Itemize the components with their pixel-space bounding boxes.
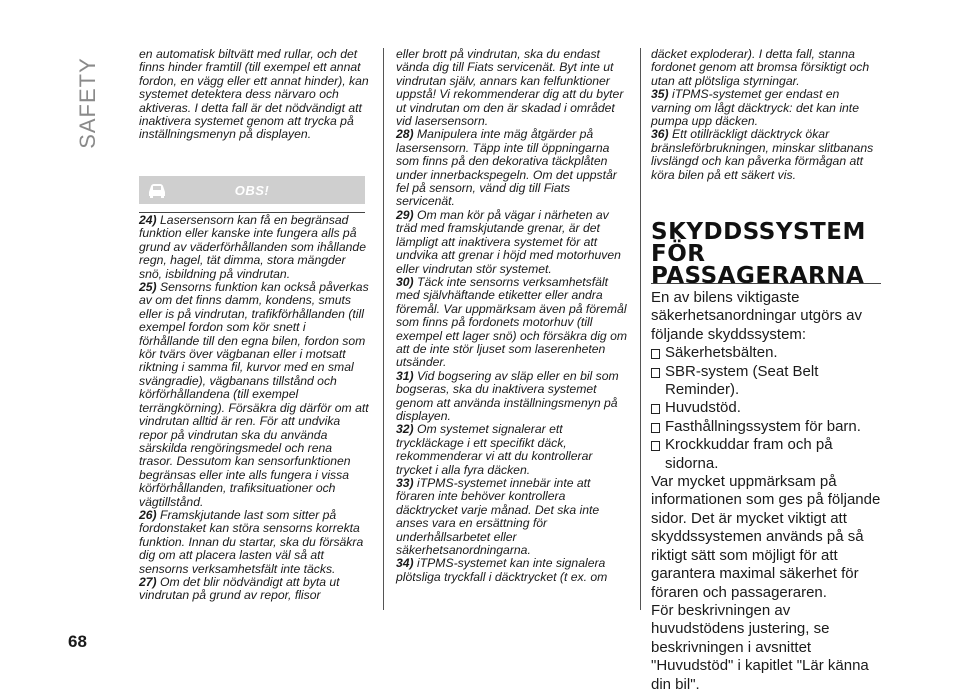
paragraph: För beskrivningen av huvudstödens justering, se beskrivningen i avsnittet "Huvudstöd" i kapitlet "Lär känna din bil". [651,601,869,693]
note: 31) Vid bogsering av släp eller en bil som bogseras, ska du inaktivera systemet genom att använda inställningsmenyn på displayen. [396,368,619,423]
list-item: Krockkuddar fram och på sidorna. [651,436,887,473]
list-item: Fasthållningssystem för barn. [651,418,887,436]
paragraph: däcket exploderar). I detta fall, stanna fordonet genom att bromsa försiktigt och utan att plötsliga styrningar. [651,47,870,88]
note: 28) Manipulera inte mäg åtgärder på lasersensorn. Täpp inte till öppningarna som finns på den dekorativa täckplåten under innerbackspegeln. Om det uppstår fel på sensorn, vänd dig till Fiats servicenät. [396,127,617,209]
divider [651,283,881,284]
list-item: Säkerhetsbälten. [651,344,887,362]
section-heading: SKYDDSSYSTEM FÖR PASSAGERARNA [651,219,866,289]
note: 29) Om man kör på vägar i närheten av träd med framskjutande grenar, är det lämpligt att inaktivera systemet för att undvika att grenar i höjd med motorhuven eller vindrutan stör systemet. [396,207,621,276]
list-item: Huvudstöd. [651,399,887,417]
note: 35) iTPMS-systemet ger endast en varning om lågt däcktryck: det kan inte pumpa upp däcken. [651,87,859,129]
lead-paragraph: En av bilens viktigaste säkerhetsanordningar utgörs av följande skyddssystem: [651,289,862,343]
notes-list [139,214,369,603]
column-1 [139,48,369,142]
note: 32) Om systemet signalerar ett tryckläckage i ett specifikt däck, rekommenderar vi att du kontrollerar trycket i alla fyra däcken. [396,422,593,477]
note: 34) iTPMS-systemet kan inte signalera plötsliga tryckfall i däcktrycket (t ex. om [396,556,608,584]
paragraph: Var mycket uppmärksam på informationen som ges på följande sidor. Det är mycket viktigt att skyddssystemen används på så riktigt sätt som möjligt för att garantera maximal säkerhet för föraren och passageraren. [651,473,881,601]
obs-banner [139,176,365,204]
note: 25) Sensorns funktion kan också påverkas av om det finns damm, kondens, smuts eller is på vindrutan, trafikförhållanden (till exempel fordon som kör snett i förhållande till den egna bilen, fordon som kör tvärs över vägbanan eller i motsatt riktning i samma fil, kurvor med en smal svängradie), vägbanans tillstånd och körförhållandena (till exempel terrängkörning). Försäkra dig därför om att vindrutan alltid är ren. För att undvika repor på vindrutan ska du använda särskilda rengöringsmedel och rena trasor. Dessutom kan sensorfunktionen begränsas eller inte alls fungera i vissa körförhållanden, trafiksituationer och vägtillstånd. [139,280,369,509]
paragraph: eller brott på vindrutan, ska du endast vända dig till Fiats servicenät. Byt inte ut vindrutan själv, annars kan felfunktioner uppstå! Vi rekommenderar dig att du byter ut vindrutan om den är skadad i området vid lasersensorn. [396,47,624,129]
section-label: SAFETY [75,57,100,149]
checkbox-bullet-icon [651,441,660,451]
column-3 [651,48,881,182]
checkbox-bullet-icon [651,368,660,378]
note: 26) Framskjutande last som sitter på fordonstaket kan störa sensorns korrekta funktion. Innan du startar, ska du försäkra dig om att placera lasten väl så att sensorns verksamhetsfält inte täcks. [139,507,364,576]
protection-list [651,344,887,473]
body-text [651,289,887,694]
note: 27) Om det blir nödvändigt att byta ut vindrutan på grund av repor, flisor [139,574,340,603]
column-divider [640,48,641,610]
note: 36) Ett otillräckligt däcktryck ökar bränsleförbrukningen, minskar slitbanans livslängd och kan påverka förmågan att köra bilen på ett säkert vis. [651,127,874,182]
checkbox-bullet-icon [651,349,660,359]
checkbox-bullet-icon [651,404,660,414]
list-item: SBR-system (Seat Belt Reminder). [651,363,887,400]
note: 30) Täck inte sensorns verksamhetsfält med självhäftande etiketter eller andra föremål. Var uppmärksam även på föremål som finns på fordonets motorhuv (till exempel ett lager snö) och försäkra dig om att de inte stör ljuset som laserenheten utsänder. [396,274,627,370]
column-2 [396,48,628,584]
note: 24) Lasersensorn kan få en begränsad funktion eller kanske inte fungera alls på grund av väderförhållanden som ihållande regn, hagel, tät dimma, stora mängder snö, isbildning på vindrutan. [139,213,366,281]
checkbox-bullet-icon [651,423,660,433]
note: 33) iTPMS-systemet innebär inte att föraren inte behöver kontrollera däcktrycket varje månad. Det ska inte anses vara en ersättning för underhållsarbetet eller säkerhetsanordningarna. [396,476,600,558]
column-divider [383,48,384,610]
page-number: 68 [68,632,87,651]
obs-title: OBS! [234,183,270,198]
paragraph: en automatisk biltvätt med rullar, och det finns hinder framtill (till exempel ett annat fordon, en vägg eller ett annat hinder), kan systemet detektera dess närvaro och aktiveras. I detta fall är det nödvändigt att inaktivera systemet genom att trycka på inställningsmenyn på displayen. [139,47,369,142]
